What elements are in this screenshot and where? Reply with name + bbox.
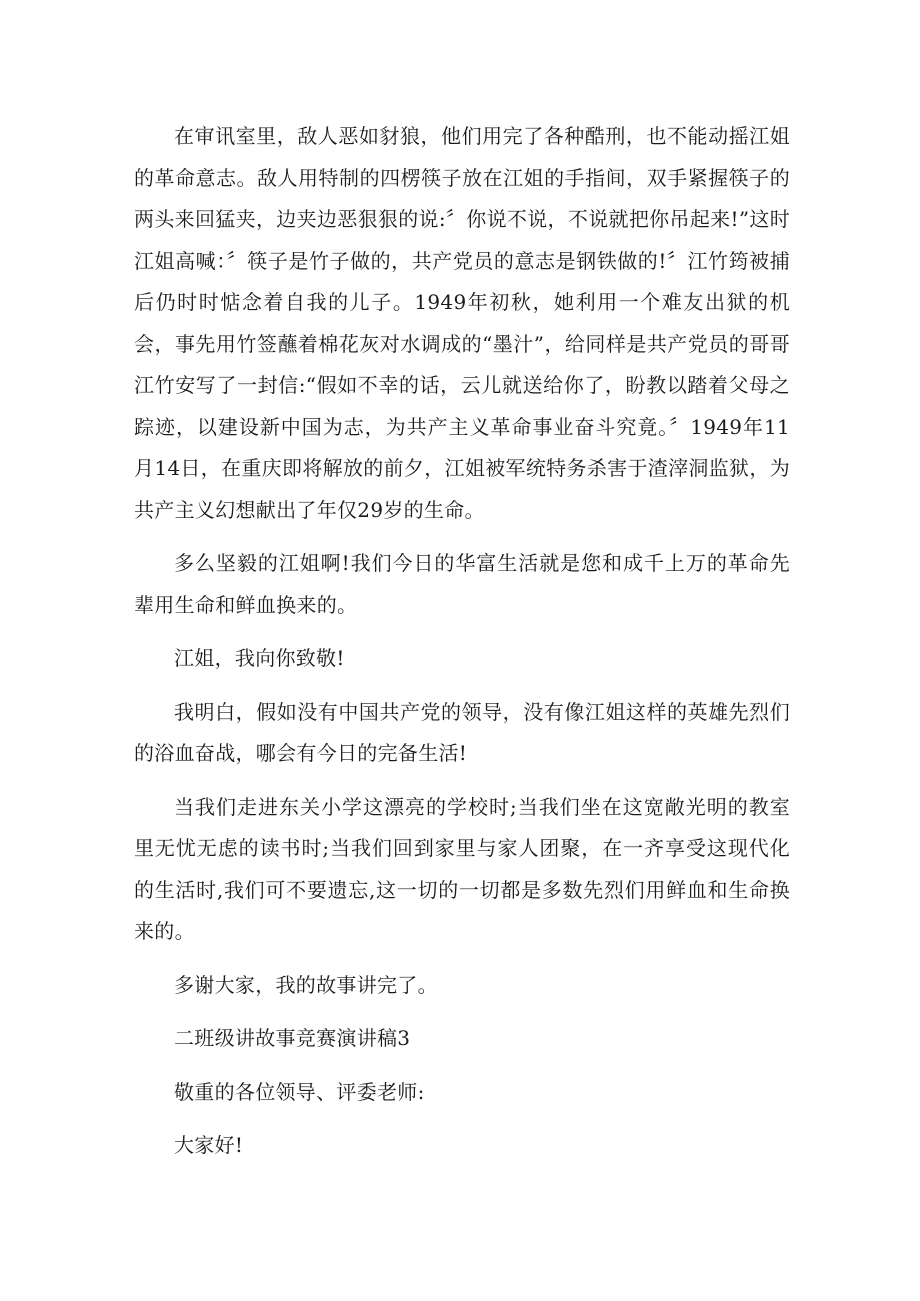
paragraph-closing: 多谢大家，我的故事讲完了。 [174,972,438,997]
document-body [134,116,790,1167]
paragraph-tribute: 多么坚毅的江姐啊!我们今日的华富生活就是您和成千上万的革命先辈用生命和鲜血换来的。 [134,551,790,617]
paragraph-salute: 江姐，我向你致敬! [174,646,345,670]
paragraph-jiangjie-story: 在审讯室里，敌人恶如豺狼，他们用完了各种酷刑，也不能动摇江姐的革命意志。敌人用特制的四楞筷子放在江姐的手指间，双手紧握筷子的两头来回猛夹，边夹边恶狠狠的说:〞你说不说，不说就把你吊起来!”这时江姐高喊：〞筷子是竹子做的，共产党员的意志是钢铁做的!〞江竹筠被捕后仍时时惦念着自我的儿子。1949年初秋，她利用一个难友出狱的机会，事先用竹签蘸着棉花灰对水调成的“墨汁”，给同样是共产党员的哥哥江竹安写了一封信:“假如不幸的话，云儿就送给你了，盼教以踏着父母之踪迹，以建设新中国为志，为共产主义革命事业奋斗究竟。〞1949年11月14日，在重庆即将解放的前夕，江姐被军统特务杀害于渣滓洞监狱，为共产主义幻想献出了年仅29岁的生命。 [134,124,790,522]
section-title: 二班级讲故事竞赛演讲稿3 [174,1026,411,1050]
paragraph-understanding: 我明白，假如没有中国共产党的领导，没有像江姐这样的英雄先烈们的浴血奋战，哪会有今日的完备生活! [134,699,790,765]
greeting: 大家好! [174,1133,244,1157]
paragraph-school-life: 当我们走进东关小学这漂亮的学校时;当我们坐在这宽敞光明的教室里无忧无虑的读书时;当我们回到家里与家人团聚，在一齐享受这现代化的生活时,我们可不要遗忘,这一切的一切都是多数先烈们用鲜血和生命换来的。 [134,794,790,943]
salutation: 敬重的各位领导、评委老师: [174,1079,425,1104]
